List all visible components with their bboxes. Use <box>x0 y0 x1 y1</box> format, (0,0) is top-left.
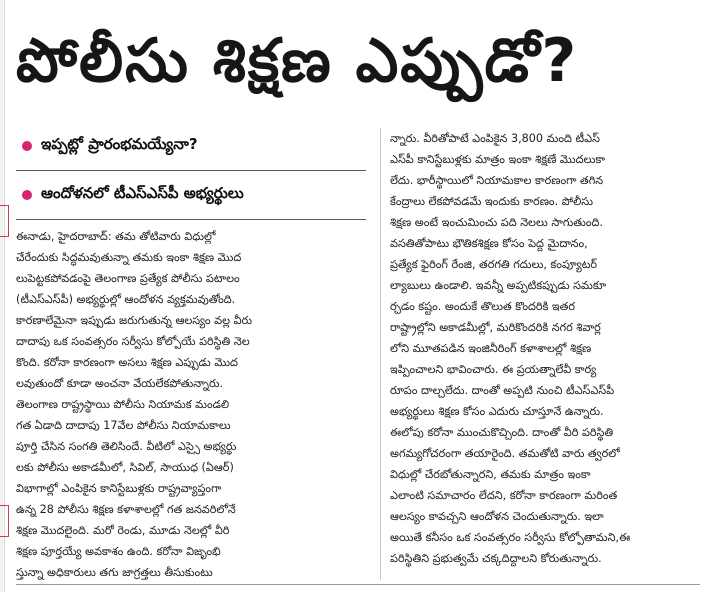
text-line: ఎస్‌పీ కానిస్టేబుళ్లకు మాత్రం ఇంకా శిక్షణే మొదలుకా <box>390 153 606 166</box>
right-column <box>390 128 696 569</box>
text-line: అగమ్యగోచరంగా తయారైంది. తమతోటి వారు త్వరలో <box>390 447 620 460</box>
edge-marker-top <box>0 205 9 237</box>
text-line: లకు పోలీసు అకాడమీలో, సివిల్‌, సాయుధ (ఏఆర్‌) <box>16 461 234 474</box>
text-line: ఈనాడు, హైదరాబాద్‌: తమ తోటివారు విధుల్లో <box>16 230 216 243</box>
text-line: శిక్షణ మొదలైంది. మరో రెండు, మూడు నెలల్లో వీరి <box>16 524 230 537</box>
divider <box>16 219 366 220</box>
sub-headline-text: ఇప్పట్లో ప్రారంభమయ్యేనా? <box>41 135 198 153</box>
edge-marker-bottom <box>0 505 9 537</box>
text-line: రూపం దాల్చలేదు. దాంతో అప్పటి నుంచి టీఎస్‌ఎస్‌పీ <box>390 384 615 397</box>
right-body-text <box>390 128 696 569</box>
bullet-icon <box>22 141 32 151</box>
text-line: శిక్షణ పూర్తయ్యే అవకాశం ఉంది. కరోనా విజృంభి <box>16 545 221 558</box>
text-line: లోని మూతపడిన ఇంజినీరింగ్‌ కళాశాలల్లో శిక్షణ <box>390 342 592 355</box>
text-line: కేంద్రాలు లేకపోవడమే ఇందుకు కారణం. పోలీసు <box>390 195 594 208</box>
bottom-rule <box>16 584 700 585</box>
text-line: దాదాపు ఒక సంవత్సరం సర్వీసు కోల్పోయే పరిస్థితి నెల <box>16 335 250 348</box>
text-line: ఇప్పించాలని భావించారు. ఈ ప్రయత్నాలేవీ కార్య <box>390 363 597 376</box>
left-body-text <box>16 226 366 583</box>
text-line: చేరేందుకు సిద్ధమవుతున్నా తమకు ఇంకా శిక్షణ మొద <box>16 251 242 264</box>
text-line: పూర్తి చేసిన సంగతి తెలిసిందే. వీటిలో ఎస్సై అభ్యర్థు <box>16 440 237 453</box>
page-edge <box>0 0 5 592</box>
text-line: అభ్యర్థులు శిక్షణ కోసం ఎదురు చూస్తూనే ఉన్నారు. <box>390 405 604 418</box>
text-line: లుపెట్టకపోవడంపై తెలంగాణ ప్రత్యేక పోలీసు పటాలం <box>16 272 240 285</box>
sub-headline-text: ఆందోళనలో టీఎస్‌ఎస్‌పీ అభ్యర్థులు <box>41 184 244 202</box>
text-line: గత ఏడాది దాదాపు 17వేల పోలీసు నియామకాలు <box>16 419 231 432</box>
text-line: లవుతుందో కూడా అంచనా వేయలేకపోతున్నారు. <box>16 377 224 390</box>
sub-headline-1 <box>16 128 366 164</box>
left-column <box>16 128 366 583</box>
bullet-icon <box>22 190 32 200</box>
text-line: ల్యాబులు ఉండాలి. ఇవన్నీ అప్పటికప్పుడు సమకూ <box>390 279 607 292</box>
text-line: కొంది. కరోనా కారణంగా అసలు శిక్షణ ఎప్పుడు మొద <box>16 356 238 369</box>
text-line: స్తున్నా అధికారులు తగు జాగ్రత్తలు తీసుకుంటు <box>16 566 213 579</box>
text-line: ప్రత్యేక ఫైరింగ్‌ రేంజి, తరగతి గదులు, కంప్యూటర్‌ <box>390 258 597 271</box>
divider <box>16 170 366 171</box>
text-line: అయితే కనీసం ఒక సంవత్సరం సర్వీసు కోల్పోతామని,ఈ <box>390 531 631 544</box>
text-line: కారణాలేమైనా ఇప్పుడు జరుగుతున్న ఆలస్యం వల్ల వీరు <box>16 314 253 327</box>
text-line: విధుల్లో చేరబోతున్నారని, తమకు మాత్రం ఇంకా <box>390 468 591 481</box>
text-line: పరిస్థితిని ప్రభుత్వమే చక్కదిద్దాలని కోరుతున్నారు. <box>390 552 602 565</box>
sub-headline-2 <box>16 177 366 213</box>
text-line: ఆలస్యం కావచ్చని ఆందోళన చెందుతున్నారు. ఇలా <box>390 510 604 523</box>
text-line: ర్చడం కష్టం. అందుకే తొలుత కొందరికి ఇతర <box>390 300 575 313</box>
text-line: లేదు. భారీస్థాయిలో నియామకాల కారణంగా తగిన <box>390 174 604 187</box>
text-line: ఉన్న 28 పోలీసు శిక్షణ కళాశాలల్లో గత జనవరిలోనే <box>16 503 236 516</box>
text-line: ఈలోపు కరోనా ముంచుకొచ్చింది. దాంతో వీరి పరిస్థితి <box>390 426 614 439</box>
text-line: రాష్ట్రాల్లోని అకాడమీల్లో, మరికొందరికి నగర శివార్ల <box>390 321 601 334</box>
text-line: ఎలాంటి సమాచారం లేదని, కరోనా కారణంగా మరింత <box>390 489 618 502</box>
text-line: వసతితోపాటు భౌతికశిక్షణ కోసం పెద్ద మైదానం, <box>390 237 588 250</box>
column-divider <box>380 128 381 580</box>
text-line: శిక్షణ అంటే ఇంచుమించు పది నెలలు సాగుతుంది. <box>390 216 603 229</box>
text-line: విభాగాల్లో ఎంపికైన కానిస్టేబుళ్లకు రాష్ట్రవ్యాప్తంగా <box>16 482 222 495</box>
text-line: న్నారు. వీరితోపాటే ఎంపికైన 3,800 మంది టీఎస్‌ <box>390 132 600 145</box>
text-line: (టీఎస్‌ఎస్‌పీ) అభ్యర్థుల్లో ఆందోళన వ్యక్తమవుతోంది. <box>16 293 236 306</box>
headline: పోలీసు శిక్షణ ఎప్పుడో? <box>16 26 579 96</box>
text-line: తెలంగాణ రాష్ట్రస్థాయి పోలీసు నియామక మండలి <box>16 398 230 411</box>
